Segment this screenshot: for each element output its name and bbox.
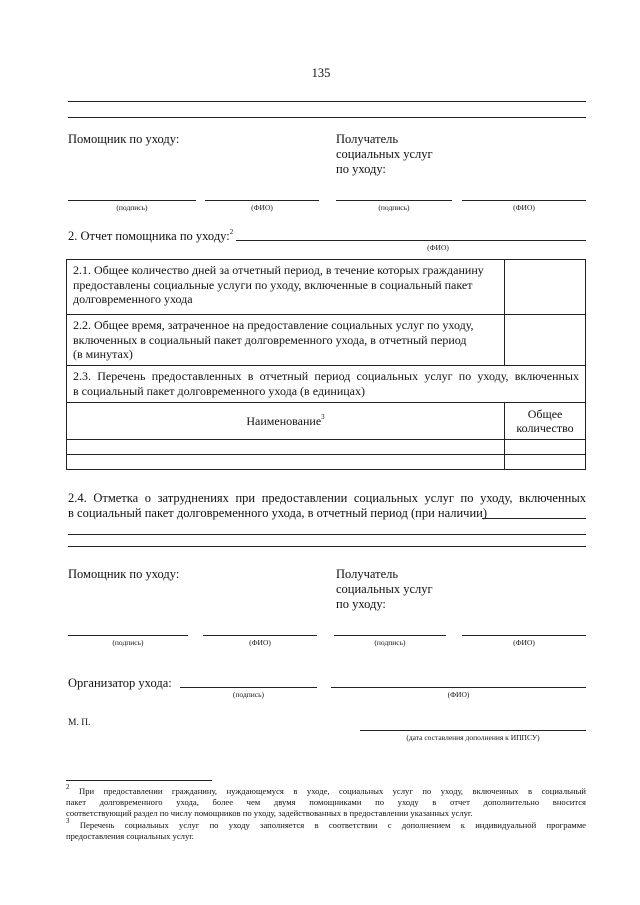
footnote-separator xyxy=(66,780,212,781)
fio-caption: (ФИО) xyxy=(513,638,535,647)
recipient-fio-line[interactable] xyxy=(462,635,586,636)
recipient-label-line: по уходу: xyxy=(336,162,386,176)
recipient-signature-line[interactable] xyxy=(336,200,452,201)
difficulties-line[interactable] xyxy=(68,534,586,535)
assistant-fio-line[interactable] xyxy=(203,635,317,636)
stamp-place: М. П. xyxy=(68,718,91,728)
item-2-1-text: 2.1. Общее количество дней за отчетный период, в течение которых гражданину предоставлены социальные услуги по уходу, включенные в социальный пакет долговременного ухода xyxy=(67,260,505,315)
service-count-cell[interactable] xyxy=(505,455,586,470)
signature-caption: (подпись) xyxy=(378,203,410,212)
service-name-cell[interactable] xyxy=(67,440,505,455)
recipient-signature-line[interactable] xyxy=(334,635,446,636)
item-2-3-text: 2.3. Перечень предоставленных в отчетный период социальных услуг по уходу, включенных в социальный пакет долговременного ухода (в единицах) xyxy=(67,366,586,403)
signature-caption: (подпись) xyxy=(112,638,144,647)
blank-line[interactable] xyxy=(68,117,586,118)
difficulties-line[interactable] xyxy=(68,546,586,547)
column-header-total: Общее количество xyxy=(505,403,586,440)
signature-caption: (подпись) xyxy=(116,203,148,212)
fio-caption: (ФИО) xyxy=(513,203,535,212)
signature-caption: (подпись) xyxy=(374,638,406,647)
recipient-label-line: Получатель xyxy=(336,567,399,581)
item-2-2-text: 2.2. Общее время, затраченное на предоставление социальных услуг по уходу, включенных в социальный пакет долговременного ухода, в отчетный период (в минутах) xyxy=(67,315,505,366)
assistant-fio-line[interactable] xyxy=(205,200,319,201)
organizer-label: Организатор ухода: xyxy=(68,676,172,690)
organizer-fio-line[interactable] xyxy=(331,687,586,688)
fio-caption: (ФИО) xyxy=(249,638,271,647)
footnote-3: $^3$ Перечень социальных услуг по уходу заполняется в соответствии с дополнением к индивидуальной программе предоставления социальных услуг. xyxy=(66,817,586,841)
organizer-signature-line[interactable] xyxy=(180,687,317,688)
page-number: 135 xyxy=(311,66,331,80)
recipient-fio-line[interactable] xyxy=(462,200,586,201)
recipient-label-line: социальных услуг xyxy=(336,582,433,596)
service-name-cell[interactable] xyxy=(67,455,505,470)
assistant-signature-line[interactable] xyxy=(68,200,196,201)
item-2-1-value-cell[interactable] xyxy=(505,260,586,315)
date-caption: (дата составления дополнения к ИППСУ) xyxy=(406,733,540,742)
report-fio-line[interactable] xyxy=(236,240,586,241)
report-table xyxy=(66,259,586,470)
assistant-label: Помощник по уходу: xyxy=(68,132,180,146)
footnote-ref: 2 xyxy=(229,227,234,236)
signature-caption: (подпись) xyxy=(232,690,265,699)
date-line[interactable] xyxy=(360,730,586,731)
recipient-label-line: по уходу: xyxy=(336,597,386,611)
item-2-4-line1: 2.4. Отметка о затруднениях при предоставлении социальных услуг по уходу, включенных xyxy=(68,491,586,505)
recipient-label-line: социальных услуг xyxy=(336,147,433,161)
fio-caption: (ФИО) xyxy=(447,690,470,699)
fio-caption: (ФИО) xyxy=(427,243,449,252)
column-header-name: Наименование$^3$ xyxy=(67,403,505,440)
item-2-4-line2: в социальный пакет долговременного ухода, в отчетный период (при наличии) xyxy=(68,506,487,520)
blank-line[interactable] xyxy=(68,101,586,102)
fio-caption: (ФИО) xyxy=(251,203,273,212)
footnote-2: $^2$ При предоставлении гражданину, нуждающемуся в уходе, социальных услуг по уходу, включенных в социальный пакет долговременного ухода, более чем двумя помощниками по уходу в отчет дополнительно вносится соответствующий раздел по числу помощников по уходу, задействованных в предоставлении указанных услуг. xyxy=(66,783,586,818)
assistant-signature-line[interactable] xyxy=(68,635,188,636)
assistant-label: Помощник по уходу: xyxy=(68,567,180,581)
item-2-2-value-cell[interactable] xyxy=(505,315,586,366)
service-count-cell[interactable] xyxy=(505,440,586,455)
recipient-label-line: Получатель xyxy=(336,132,399,146)
footnote-ref: 3 xyxy=(321,412,325,421)
difficulties-line[interactable] xyxy=(482,518,586,519)
report-title: 2. Отчет помощника по уходу:$^2$ xyxy=(68,227,234,243)
